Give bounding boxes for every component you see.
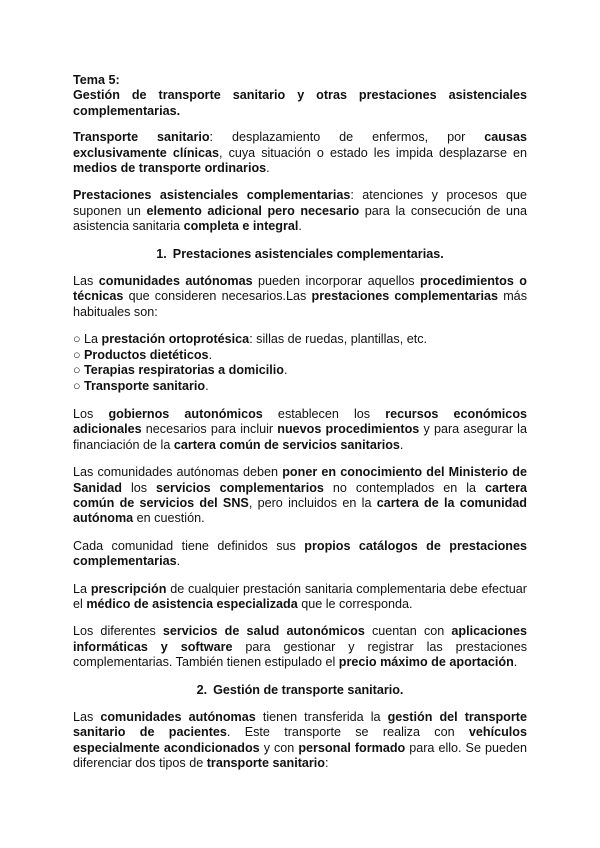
text-run: Las (73, 274, 99, 289)
bold-term: cartera común de servicios sanitarios (173, 437, 400, 452)
circle-bullet-icon: ○ (73, 378, 81, 393)
text-run: : sillas de ruedas, plantillas, etc. (249, 332, 427, 347)
bold-term: gestión del transporte sanitario de pacientes (73, 710, 527, 740)
text-run: Las (73, 710, 101, 724)
text-run: La (84, 332, 102, 347)
bold-term: propios catálogos de prestaciones complementarias (73, 538, 528, 569)
text-run: . (266, 161, 270, 176)
text-run: Las comunidades autónomas deben (73, 465, 283, 480)
bold-term: poner en conocimiento del Ministerio de Sanidad (73, 465, 527, 495)
bold-term: causas exclusivamente clínicas (73, 130, 527, 160)
topic-label: Tema 5: (73, 73, 120, 87)
text-run: : (325, 756, 329, 771)
text-run: que consideren necesarios.Las (123, 289, 312, 304)
text-run: establecen los (262, 406, 386, 421)
document-title: Gestión de transporte sanitario y otras prestaciones asistenciales complementarias. (73, 88, 527, 118)
section-heading-1: 1. Prestaciones asistenciales complementarias. (156, 246, 444, 261)
text-run: para la consecución de una asistencia sanitaria (73, 203, 528, 234)
text-run: , pero incluidos en la (248, 495, 377, 510)
circle-bullet-icon: ○ (73, 332, 81, 347)
paragraph-servicios-salud (73, 624, 527, 670)
text-run: de cualquier prestación sanitaria complementaria debe efectuar el (73, 581, 527, 611)
bold-term: gobiernos autonómicos (108, 406, 263, 421)
bold-term: procedimientos o técnicas (73, 274, 527, 304)
bold-term: servicios complementarios (156, 480, 324, 495)
text-run: . (205, 378, 209, 393)
paragraph-transporte (73, 710, 527, 772)
text-run: que le corresponda. (297, 596, 413, 611)
text-run: Cada comunidad tiene definidos sus (73, 538, 305, 553)
bold-term: comunidades autónomas (100, 710, 256, 724)
title-block (73, 73, 527, 119)
bold-term: Transporte sanitario (73, 130, 210, 145)
text-run: . (176, 554, 181, 569)
list-item (73, 363, 527, 378)
bold-term: Terapias respiratorias a domicilio (84, 363, 284, 378)
text-run: necesarios para incluir (141, 422, 278, 437)
definition-transporte (73, 130, 527, 176)
paragraph-gobiernos (73, 407, 527, 453)
bold-term: personal formado (298, 740, 406, 755)
circle-bullet-icon: ○ (73, 347, 81, 362)
document-body (73, 73, 527, 784)
prestaciones-list (73, 332, 527, 394)
bold-term: prescripción (90, 581, 167, 596)
list-item (73, 348, 527, 363)
text-run: en cuestión. (133, 511, 205, 526)
bold-term: comunidades autónomas (98, 274, 253, 289)
bold-term: precio máximo de aportación (338, 655, 514, 670)
bold-term: cartera común de servicios del SNS (73, 480, 527, 510)
text-run: : desplazamiento de enfermos, por (209, 130, 485, 145)
text-run: . (208, 347, 213, 362)
text-run: y para asegurar la financiación de la (73, 422, 527, 452)
paragraph-comunidades (73, 274, 527, 320)
paragraph-prescripcion (73, 582, 527, 613)
bold-term: prestaciones complementarias (311, 289, 498, 304)
definition-prestaciones (73, 188, 527, 234)
circle-bullet-icon: ○ (73, 363, 81, 378)
text-run: La (73, 581, 91, 596)
bold-term: elemento adicional pero necesario (146, 203, 360, 218)
text-run: . (399, 437, 404, 452)
bold-term: médico de asistencia especializada (86, 596, 298, 611)
text-run: : atenciones y procesos que suponen un (73, 188, 527, 218)
text-run: cuentan con (364, 624, 452, 639)
text-run: Los diferentes (73, 624, 163, 639)
text-run: tienen transferida la (255, 710, 388, 724)
bold-term: Prestaciones asistenciales complementarias (73, 188, 351, 203)
text-run: , cuya situación o estado les impida desplazarse en (219, 145, 527, 160)
bold-term: medios de transporte ordinarios (73, 161, 267, 176)
bold-term: Productos dietéticos (84, 347, 209, 362)
text-run: Los (73, 406, 109, 421)
text-run: no contemplados en la (323, 480, 485, 495)
text-run: para ello. Se pueden diferenciar dos tipos de (73, 740, 528, 771)
bold-term: completa e integral (183, 219, 299, 234)
text-run: . Este transporte se realiza con (226, 725, 469, 740)
bold-term: nuevos procedimientos (277, 422, 420, 437)
text-run: los (122, 480, 157, 495)
bold-term: servicios de salud autonómicos (162, 624, 365, 639)
list-item (73, 379, 527, 394)
paragraph-ministerio (73, 465, 527, 527)
bold-term: prestación ortoprotésica (101, 332, 250, 347)
bold-term: cartera de la comunidad autónoma (73, 495, 527, 526)
text-run: más habituales son: (73, 289, 527, 319)
text-run: para gestionar y registrar las prestaciones complementarias. También tienen estipulado el (73, 639, 527, 670)
list-item (73, 332, 527, 347)
paragraph-catalogos (73, 539, 527, 570)
bold-term: aplicaciones informáticas y software (73, 624, 527, 654)
text-run: y con (259, 740, 299, 755)
bold-term: transporte sanitario (206, 756, 325, 771)
bold-term: vehículos especialmente acondicionados (73, 725, 527, 755)
text-run: pueden incorporar aquellos (252, 274, 421, 289)
text-run: . (298, 219, 302, 234)
text-run: . (513, 655, 518, 670)
section-heading-2: 2. Gestión de transporte sanitario. (196, 682, 404, 697)
bold-term: recursos económicos adicionales (73, 406, 528, 437)
bold-term: Transporte sanitario (84, 378, 206, 393)
text-run: . (283, 363, 288, 378)
